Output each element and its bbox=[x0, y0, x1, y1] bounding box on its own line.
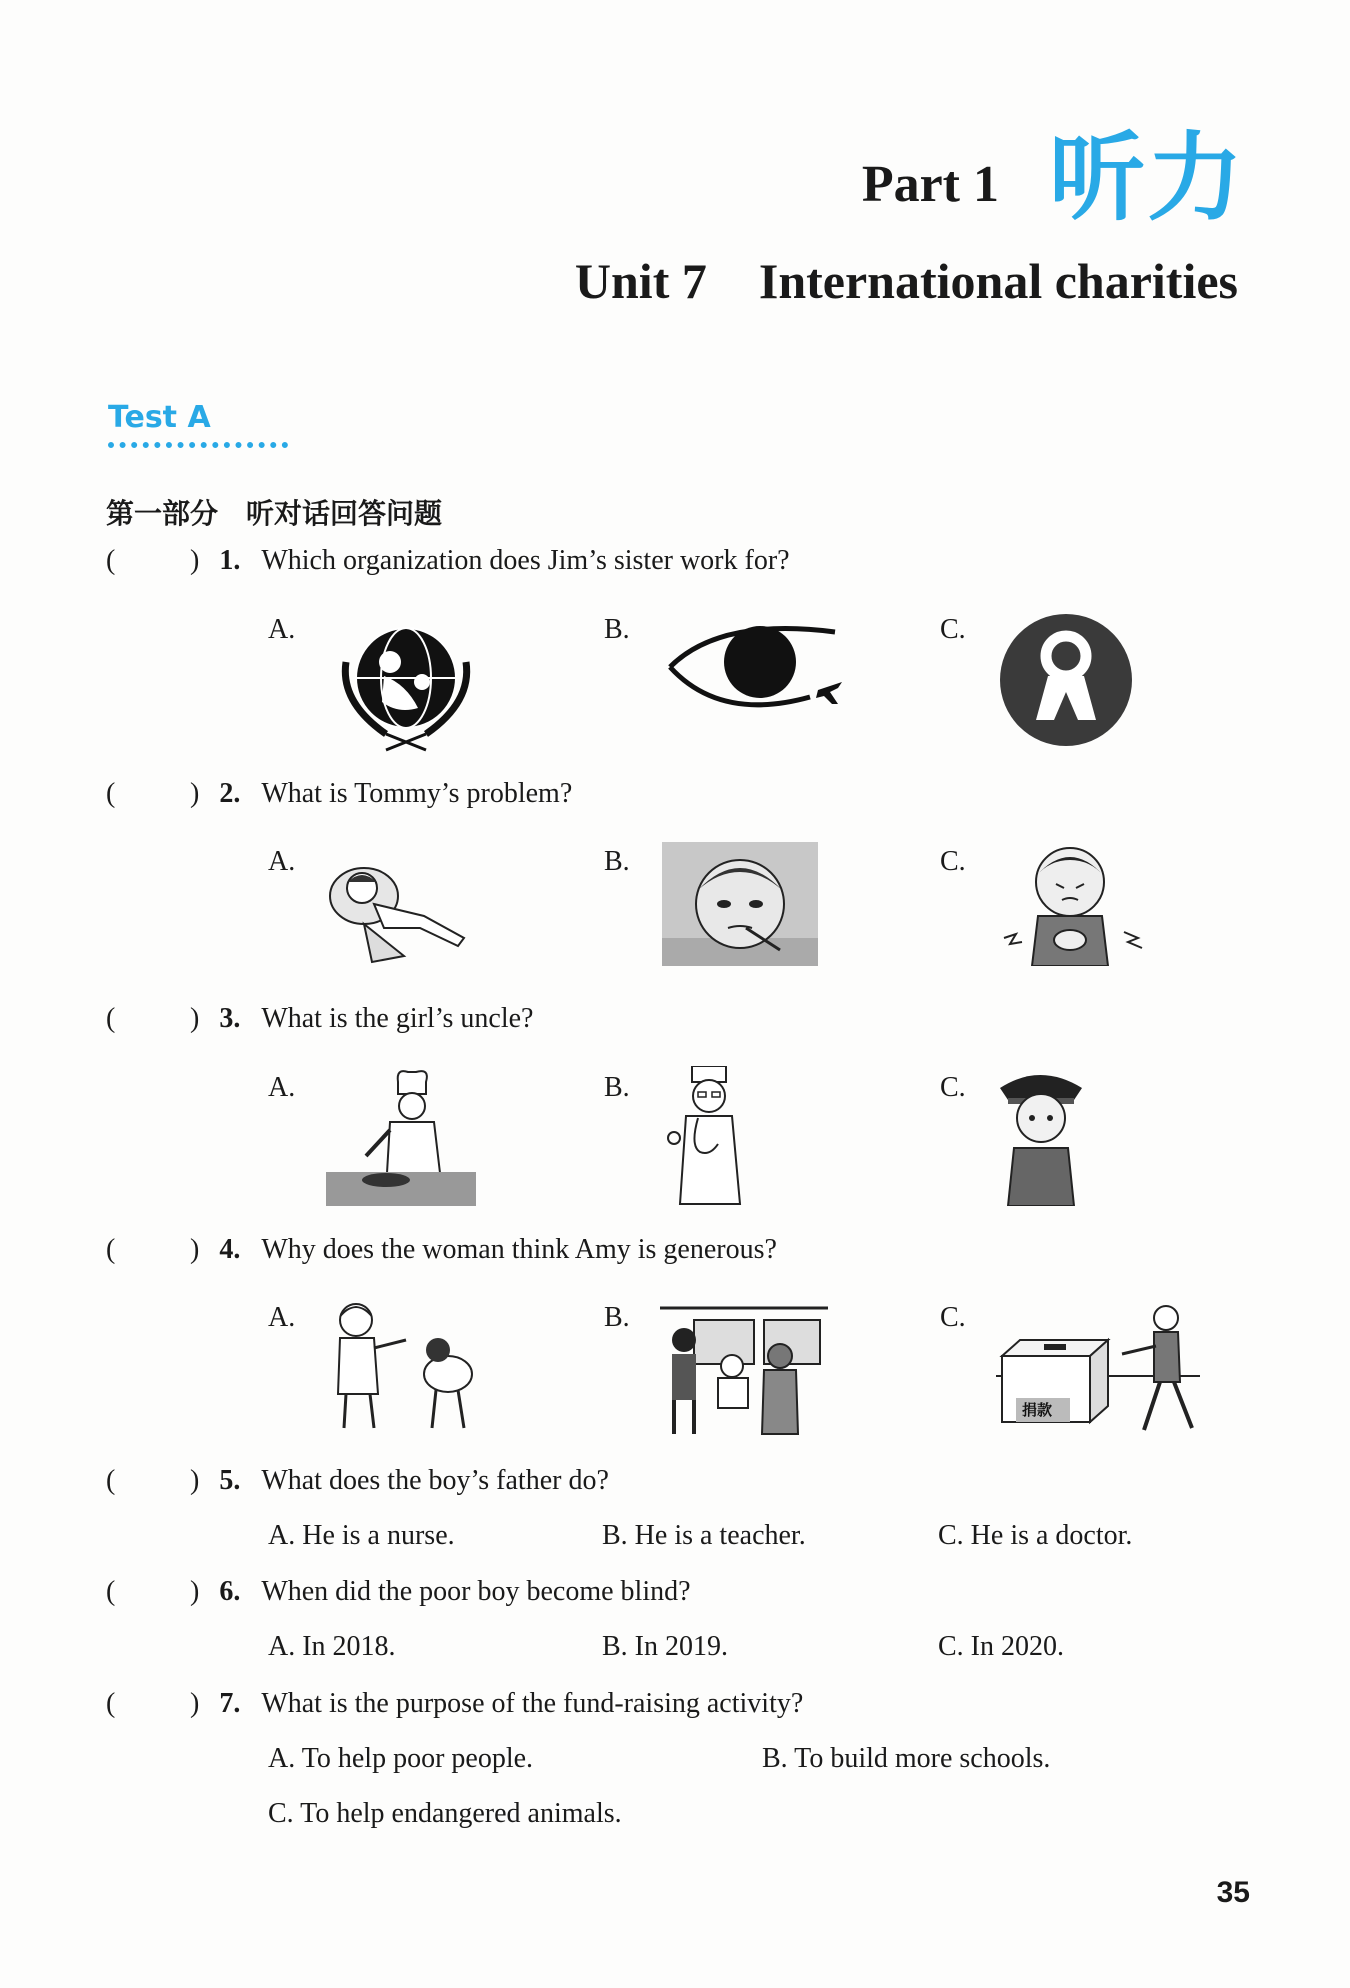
answer-paren-close: ) bbox=[190, 1465, 200, 1496]
bus-seat-giving-icon bbox=[660, 1300, 828, 1436]
chef-icon bbox=[326, 1068, 476, 1206]
option-label-b: B. bbox=[604, 846, 630, 877]
option-b: B. To build more schools. bbox=[762, 1743, 1051, 1774]
doctor-icon bbox=[660, 1066, 760, 1206]
option-label-c: C. bbox=[940, 846, 966, 877]
option-b: B. In 2019. bbox=[602, 1631, 728, 1662]
stomachache-boy-icon bbox=[998, 842, 1148, 966]
question-number: 6. bbox=[219, 1576, 241, 1607]
unit-name: International charities bbox=[758, 253, 1238, 309]
option-label-c: C. bbox=[940, 1302, 966, 1333]
question-text: What is the girl’s uncle? bbox=[261, 1003, 534, 1034]
answer-paren-open[interactable]: ( bbox=[106, 778, 116, 809]
question-number: 7. bbox=[219, 1688, 241, 1719]
option-label-b: B. bbox=[604, 1302, 630, 1333]
sleeping-child-icon bbox=[324, 846, 484, 966]
test-label: Test A bbox=[108, 400, 211, 435]
option-a: A. He is a nurse. bbox=[268, 1520, 455, 1551]
answer-paren-close: ) bbox=[190, 1234, 200, 1265]
option-label-b: B. bbox=[604, 1072, 630, 1103]
donation-box-label: 捐款 bbox=[1022, 1401, 1053, 1419]
question-1 bbox=[106, 545, 790, 577]
answer-paren-open[interactable]: ( bbox=[106, 1465, 116, 1496]
option-label-c: C. bbox=[940, 614, 966, 645]
option-label-c: C. bbox=[940, 1072, 966, 1103]
question-number: 4. bbox=[219, 1234, 241, 1265]
question-number: 3. bbox=[219, 1003, 241, 1034]
option-label-a: A. bbox=[268, 1072, 296, 1103]
answer-paren-close: ) bbox=[190, 1003, 200, 1034]
option-a: A. To help poor people. bbox=[268, 1743, 534, 1774]
part-label: Part 1 bbox=[861, 156, 999, 213]
answer-paren-close: ) bbox=[190, 545, 200, 576]
option-label-a: A. bbox=[268, 1302, 296, 1333]
unit-title bbox=[575, 252, 1238, 310]
question-text: What does the boy’s father do? bbox=[261, 1465, 609, 1496]
question-text: What is the purpose of the fund-raising activity? bbox=[261, 1688, 804, 1719]
question-2 bbox=[106, 778, 572, 810]
answer-paren-open[interactable]: ( bbox=[106, 1003, 116, 1034]
police-officer-icon bbox=[996, 1066, 1086, 1206]
answer-paren-open[interactable]: ( bbox=[106, 1688, 116, 1719]
answer-paren-open[interactable]: ( bbox=[106, 1234, 116, 1265]
option-label-b: B. bbox=[604, 614, 630, 645]
answer-paren-close: ) bbox=[190, 778, 200, 809]
page-number: 35 bbox=[1216, 1876, 1250, 1909]
option-label-a: A. bbox=[268, 614, 296, 645]
option-b: B. He is a teacher. bbox=[602, 1520, 806, 1551]
question-3 bbox=[106, 1003, 533, 1035]
test-underline-dots bbox=[108, 442, 288, 454]
question-text: Why does the woman think Amy is generous? bbox=[261, 1234, 777, 1265]
option-c: C. To help endangered animals. bbox=[268, 1798, 622, 1829]
part-header bbox=[861, 122, 1245, 234]
question-7 bbox=[106, 1688, 803, 1720]
question-5 bbox=[106, 1465, 609, 1497]
question-number: 5. bbox=[219, 1465, 241, 1496]
option-label-a: A. bbox=[268, 846, 296, 877]
answer-paren-open[interactable]: ( bbox=[106, 1576, 116, 1607]
question-4 bbox=[106, 1234, 777, 1266]
answer-paren-close: ) bbox=[190, 1688, 200, 1719]
eye-charity-logo-icon bbox=[660, 612, 850, 722]
answer-paren-close: ) bbox=[190, 1576, 200, 1607]
option-c: C. In 2020. bbox=[938, 1631, 1064, 1662]
question-text: Which organization does Jim’s sister work for? bbox=[261, 545, 790, 576]
option-c: C. He is a doctor. bbox=[938, 1520, 1133, 1551]
woman-feeding-dog-icon bbox=[326, 1298, 490, 1438]
question-text: What is Tommy’s problem? bbox=[261, 778, 573, 809]
part-title-cn: 听力 bbox=[1049, 122, 1245, 234]
oxfam-logo-icon bbox=[996, 610, 1136, 750]
question-text: When did the poor boy become blind? bbox=[261, 1576, 691, 1607]
sick-boy-thermometer-icon bbox=[662, 842, 818, 966]
section-heading: 第一部分 听对话回答问题 bbox=[106, 497, 443, 530]
question-number: 2. bbox=[219, 778, 241, 809]
unit-number: Unit 7 bbox=[574, 253, 707, 309]
option-a: A. In 2018. bbox=[268, 1631, 396, 1662]
un-emblem-icon bbox=[326, 612, 486, 752]
question-number: 1. bbox=[219, 545, 241, 576]
answer-paren-open[interactable]: ( bbox=[106, 545, 116, 576]
question-6 bbox=[106, 1576, 691, 1608]
